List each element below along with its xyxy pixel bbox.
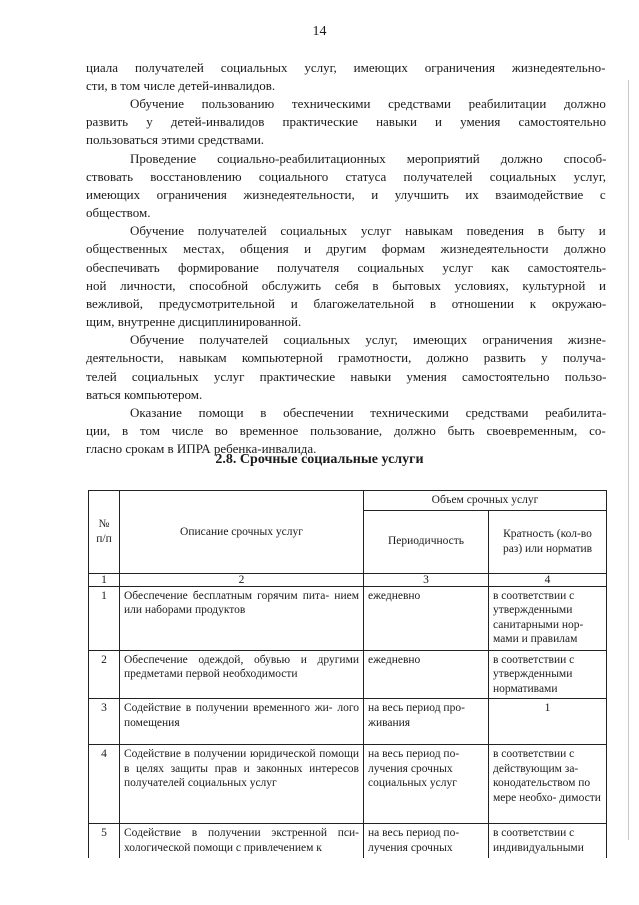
header-description: Описание срочных услуг: [120, 491, 364, 574]
row-periodicity: на весь период по- лучения срочных: [364, 824, 489, 858]
column-number: 2: [120, 573, 364, 586]
row-periodicity: ежедневно: [364, 650, 489, 699]
text-line: Оказание помощи в обеспечении техническими средствами реабилита-: [130, 405, 607, 420]
text-line: обществом.: [86, 205, 151, 220]
text-line: сти, в том числе детей-инвалидов.: [86, 78, 276, 93]
row-num: 1: [89, 586, 120, 650]
text-line: телей социальных услуг практические навыки умения самостоятельно пользо-: [86, 369, 607, 384]
services-table: [88, 490, 607, 858]
row-periodicity: на весь период про- живания: [364, 699, 489, 745]
text-line: Обучение пользованию техническими средствами реабилитации должно: [130, 96, 606, 111]
text-line: циала получателей социальных услуг, имеющих ограничения жизнедеятельно-: [86, 60, 606, 75]
text-line: ствовать восстановлению социального статуса получателей социальных услуг,: [86, 169, 607, 184]
page-number: 14: [312, 24, 327, 39]
text-line: щим, внутренне дисциплинированной.: [86, 314, 302, 329]
text-line: Обучение получателей социальных услуг, имеющих ограничения жизне-: [130, 332, 606, 347]
table-header-row: [89, 491, 607, 511]
column-number: 3: [364, 573, 489, 586]
text-line: ции, в том числе во временное пользование, должно быть своевременным, со-: [86, 423, 606, 438]
header-num: № п/п: [89, 491, 120, 574]
row-num: 2: [89, 650, 120, 699]
text-line: Проведение социально-реабилитационных мероприятий должно способ-: [130, 151, 607, 166]
text-line: вежливой, предусмотрительной и благожелательной в отношении к окружаю-: [86, 296, 607, 311]
row-description: Содействие в получении временного жи- лого помещения: [120, 699, 364, 745]
row-multiplicity: в соответствии с утвержденными санитарными нор- мами и правилам: [489, 586, 607, 650]
table-row: [89, 586, 607, 650]
row-num: 3: [89, 699, 120, 745]
table-row: [89, 824, 607, 858]
section-title: 2.8. Срочные социальные услуги: [215, 452, 424, 467]
scan-edge-line: [628, 80, 629, 840]
table-row: [89, 699, 607, 745]
text-line: обеспечивать формирование получателя социальных услуг как самостоятель-: [86, 260, 607, 275]
row-description: Обеспечение бесплатным горячим пита- нием или наборами продуктов: [120, 586, 364, 650]
header-volume: Объем срочных услуг: [364, 491, 607, 511]
text-line: ваться компьютером.: [86, 387, 203, 402]
text-line: деятельности, навыкам компьютерной грамотности, должно развить у получа-: [86, 350, 606, 365]
column-number: 1: [89, 573, 120, 586]
row-num: 4: [89, 745, 120, 824]
text-line: гласно срокам в ИПРА ребенка-инвалида.: [86, 441, 317, 456]
row-multiplicity: в соответствии с действующим за- конодательством по мере необхо- димости: [489, 745, 607, 824]
row-multiplicity: в соответствии с индивидуальными: [489, 824, 607, 858]
text-line: развить у детей-инвалидов практические навыки и умения самостоятельно: [86, 114, 607, 129]
header-periodicity: Периодичность: [364, 510, 489, 573]
row-description: Обеспечение одеждой, обувью и другими предметами первой необходимости: [120, 650, 364, 699]
text-line: общественных местах, общения и другим формам жизнедеятельности должно: [86, 241, 606, 256]
row-periodicity: ежедневно: [364, 586, 489, 650]
text-line: Обучение получателей социальных услуг навыкам поведения в быту и: [130, 223, 606, 238]
table-row: [89, 650, 607, 699]
row-multiplicity: в соответствии с утвержденными нормативами: [489, 650, 607, 699]
row-description: Содействие в получении экстренной пси- хологической помощи с привлечением к: [120, 824, 364, 858]
text-line: имеющих ограничения жизнедеятельности, и улучшить их взаимодействие с: [86, 187, 606, 202]
column-number: 4: [489, 573, 607, 586]
column-numbers-row: [89, 573, 607, 586]
header-multiplicity: Кратность (кол-во раз) или норматив: [489, 510, 607, 573]
row-periodicity: на весь период по- лучения срочных социальных услуг: [364, 745, 489, 824]
row-multiplicity: 1: [489, 699, 607, 745]
row-description: Содействие в получении юридической помощи в целях защиты прав и законных интересов получателей социальных услуг: [120, 745, 364, 824]
text-line: пользоваться этими средствами.: [86, 132, 265, 147]
text-line: ной личности, способной обслужить себя в бытовых условиях, культурной и: [86, 278, 606, 293]
row-num: 5: [89, 824, 120, 858]
table-row: [89, 745, 607, 824]
